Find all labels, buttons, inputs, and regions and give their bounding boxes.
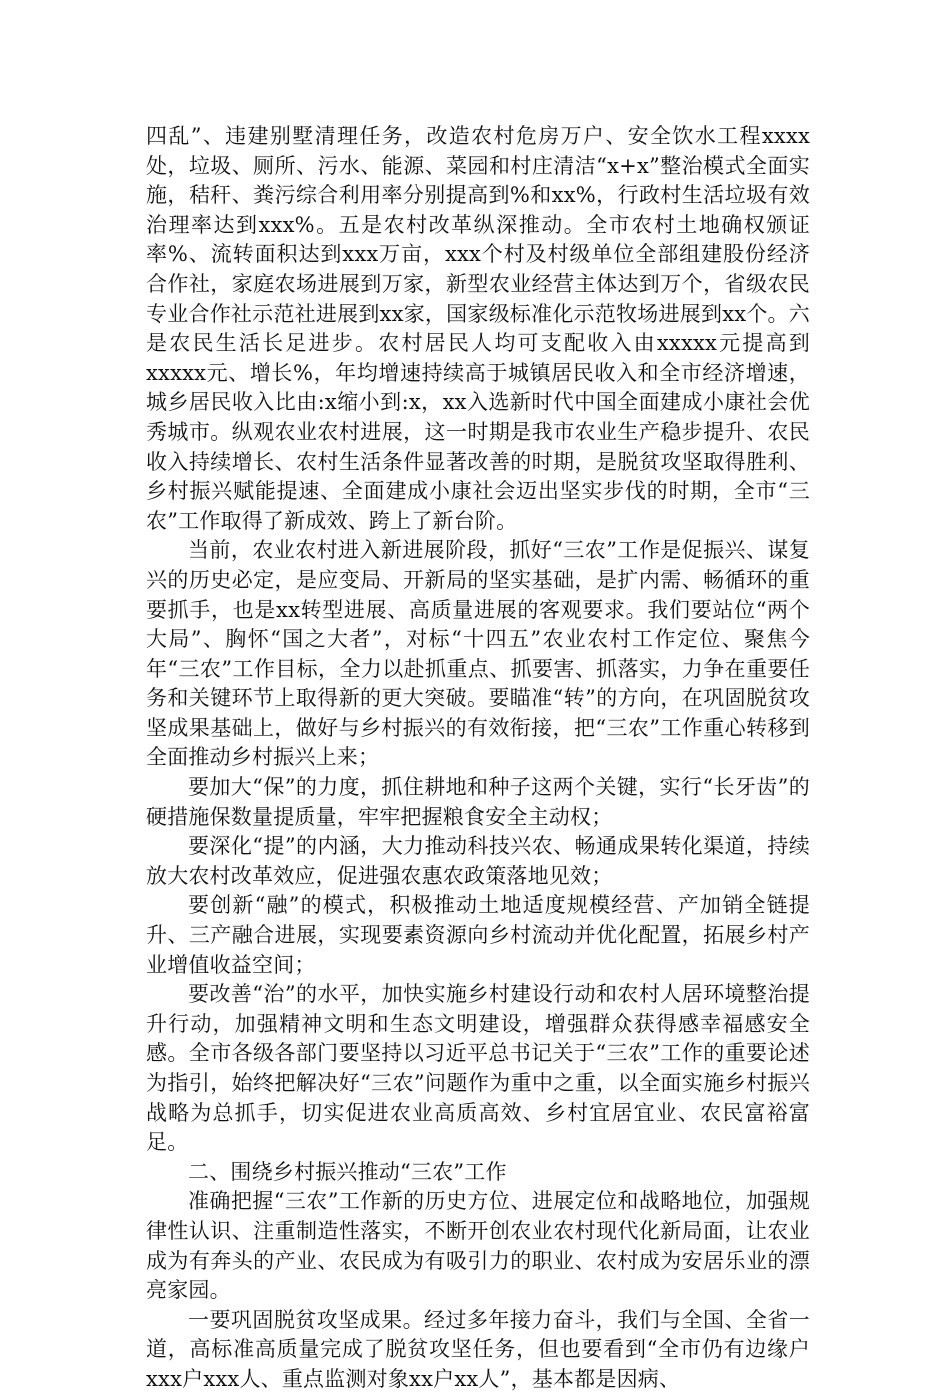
paragraph-current-stage: 当前，农业农村进入新进展阶段，抓好“三农”工作是促振兴、谋复兴的历史必定，是应变局、开新局的坚实基础，是扩内需、畅循环的重要抓手，也是xx转型进展、高质量进展的客观要求。我们要站位“两个大局”、胸怀“国之大者”，对标“十四五”农业农村工作定位、聚焦今年“三农”工作目标，全力以赴抓重点、抓要害、抓落实，力争在重要任务和关键环节上取得新的更大突破。要瞄准“转”的方向，在巩固脱贫攻坚成果基础上，做好与乡村振兴的有效衔接，把“三农”工作重心转移到全面推动乡村振兴上来； xyxy=(146,538,810,770)
document-body xyxy=(146,122,810,1395)
section-heading: 二、围绕乡村振兴推动“三农”工作 xyxy=(188,1159,507,1184)
paragraph-continued: 四乱”、违建别墅清理任务，改造农村危房万户、安全饮水工程xxxx处，垃圾、厕所、污水、能源、菜园和村庄清洁“x+x”整治模式全面实施，秸秆、粪污综合利用率分别提高到%和xx%，行政村生活垃圾有效治理率达到xxx%。五是农村改革纵深推动。全市农村土地确权颁证率%、流转面积达到xxx万亩，xxx个村及村级单位全部组建股份经济合作社，家庭农场进展到万家，新型农业经营主体达到万个，省级农民专业合作社示范社进展到xx家，国家级标准化示范牧场进展到xx个。六是农民生活长足进步。农村居民人均可支配收入由xxxxx元提高到xxxxx元、增长%，年均增速持续高于城镇居民收入和全市经济增速，城乡居民收入比由:x缩小到:x，xx入选新时代中国全面建成小康社会优秀城市。纵观农业农村进展，这一时期是我市农业生产稳步提升、农民收入持续增长、农村生活条件显著改善的时期，是脱贫攻坚取得胜利、乡村振兴赋能提速、全面建成小康社会迈出坚实步伐的时期，全市“三农”工作取得了新成效、跨上了新台阶。 xyxy=(146,124,810,533)
paragraph-bao: 要加大“保”的力度，抓住耕地和种子这两个关键，实行“长牙齿”的硬措施保数量提质量，牢牢把握粮食安全主动权； xyxy=(146,775,810,829)
paragraph-rong: 要创新“融”的模式，积极推动土地适度规模经营、产加销全链提升、三产融合进展，实现要素资源向乡村流动并优化配置，拓展乡村产业增值收益空间； xyxy=(146,893,810,977)
paragraph-section-intro: 准确把握“三农”工作新的历史方位、进展定位和战略地位，加强规律性认识、注重制造性落实，不断开创农业农村现代化新局面，让农业成为有奔头的产业、农民成为有吸引力的职业、农村成为安居乐业的漂亮家园。 xyxy=(146,1189,810,1303)
paragraph-consolidate: 一要巩固脱贫攻坚成果。经过多年接力奋斗，我们与全国、全省一道，高标准高质量完成了脱贫攻坚任务，但也要看到“全市仍有边缘户xxx户xxx人、重点监测对象xx户xx人”，基本都是因病、 xyxy=(146,1307,810,1391)
paragraph-ti: 要深化“提”的内涵，大力推动科技兴农、畅通成果转化渠道，持续放大农村改革效应，促进强农惠农政策落地见效； xyxy=(146,834,810,888)
paragraph-zhi: 要改善“治”的水平，加快实施乡村建设行动和农村人居环境整治提升行动，加强精神文明和生态文明建设，增强群众获得感幸福感安全感。全市各级各部门要坚持以习近平总书记关于“三农”工作的重要论述为指引，始终把解决好“三农”问题作为重中之重，以全面实施乡村振兴战略为总抓手，切实促进农业高质高效、乡村宜居宜业、农民富裕富足。 xyxy=(146,982,810,1155)
